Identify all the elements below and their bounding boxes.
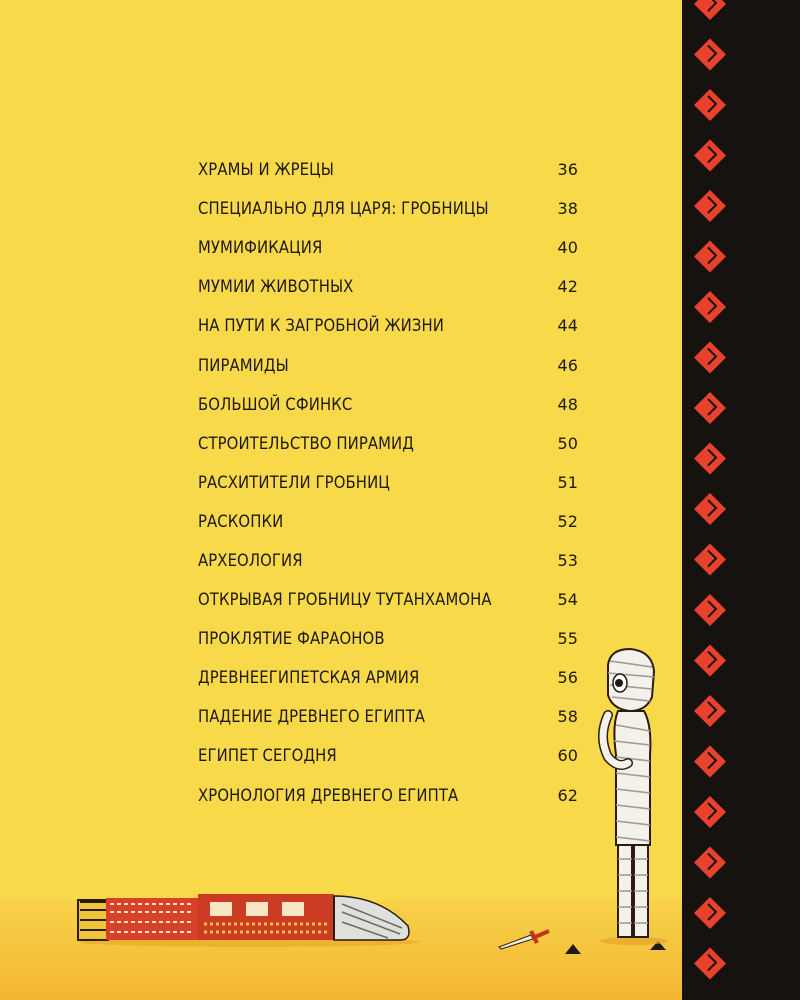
toc-entry-page: 42 bbox=[557, 277, 578, 297]
sarcophagus-illustration bbox=[70, 880, 430, 950]
toc-entry-page: 53 bbox=[557, 550, 578, 570]
toc-entry-title: МУМИФИКАЦИЯ bbox=[198, 238, 323, 258]
diamond-ornament bbox=[694, 544, 726, 576]
toc-entry-title: ПИРАМИДЫ bbox=[198, 355, 289, 375]
diamond-ornament bbox=[694, 796, 726, 828]
toc-entry-page: 46 bbox=[557, 355, 578, 375]
toc-entry-page: 38 bbox=[557, 199, 578, 219]
toc-entry-page: 44 bbox=[557, 316, 578, 336]
diamond-ornament bbox=[694, 594, 726, 626]
toc-entry-title: ЕГИПЕТ СЕГОДНЯ bbox=[198, 746, 337, 766]
diamond-ornament bbox=[694, 342, 726, 374]
diamond-ornament bbox=[694, 443, 726, 475]
toc-entry-title: РАСХИТИТЕЛИ ГРОБНИЦ bbox=[198, 472, 390, 492]
toc-entry-page: 51 bbox=[557, 472, 578, 492]
diamond-ornament bbox=[694, 39, 726, 71]
diamond-ornament bbox=[694, 140, 726, 172]
toc-entry-title: РАСКОПКИ bbox=[198, 511, 284, 531]
toc-entry-title: МУМИИ ЖИВОТНЫХ bbox=[198, 277, 354, 297]
diamond-ornament bbox=[694, 645, 726, 677]
toc-entry-page: 60 bbox=[557, 746, 578, 766]
toc-entry[interactable] bbox=[198, 619, 578, 658]
decorative-border bbox=[682, 0, 800, 1000]
toc-entry[interactable] bbox=[198, 345, 578, 384]
diamond-ornament bbox=[694, 493, 726, 525]
table-of-contents bbox=[198, 150, 578, 815]
toc-entry-page: 54 bbox=[557, 590, 578, 610]
toc-entry-title: БОЛЬШОЙ СФИНКС bbox=[198, 394, 353, 414]
toc-entry-title: НА ПУТИ К ЗАГРОБНОЙ ЖИЗНИ bbox=[198, 316, 444, 336]
toc-entry[interactable] bbox=[198, 228, 578, 267]
toc-entry-title: ОТКРЫВАЯ ГРОБНИЦУ ТУТАНХАМОНА bbox=[198, 590, 492, 610]
diamond-ornament-column bbox=[682, 0, 800, 1000]
toc-entry-page: 40 bbox=[557, 238, 578, 258]
toc-entry-page: 62 bbox=[557, 785, 578, 805]
diamond-ornament bbox=[694, 392, 726, 424]
toc-entry[interactable] bbox=[198, 580, 578, 619]
toc-entry[interactable] bbox=[198, 385, 578, 424]
diamond-ornament bbox=[694, 89, 726, 121]
diamond-ornament bbox=[694, 746, 726, 778]
toc-entry-page: 55 bbox=[557, 629, 578, 649]
toc-entry-title: ПРОКЛЯТИЕ ФАРАОНОВ bbox=[198, 629, 385, 649]
toc-entry[interactable] bbox=[198, 267, 578, 306]
toc-entry-title: АРХЕОЛОГИЯ bbox=[198, 550, 303, 570]
toc-entry[interactable] bbox=[198, 150, 578, 189]
toc-entry-page: 58 bbox=[557, 707, 578, 727]
toc-entry[interactable] bbox=[198, 306, 578, 345]
toc-entry-page: 56 bbox=[557, 668, 578, 688]
toc-entry[interactable] bbox=[198, 502, 578, 541]
mummy-illustration bbox=[594, 645, 674, 945]
toc-entry-page: 50 bbox=[557, 433, 578, 453]
toc-entry-title: ХРАМЫ И ЖРЕЦЫ bbox=[198, 160, 334, 180]
diamond-ornament bbox=[694, 695, 726, 727]
diamond-ornament bbox=[694, 241, 726, 273]
diamond-ornament bbox=[694, 291, 726, 323]
toc-entry-page: 36 bbox=[557, 160, 578, 180]
diamond-ornament bbox=[694, 847, 726, 879]
toc-entry-title: СТРОИТЕЛЬСТВО ПИРАМИД bbox=[198, 433, 414, 453]
diamond-ornament bbox=[694, 948, 726, 980]
diamond-ornament bbox=[694, 190, 726, 222]
toc-entry[interactable] bbox=[198, 658, 578, 697]
toc-entry[interactable] bbox=[198, 424, 578, 463]
toc-entry-title: ПАДЕНИЕ ДРЕВНЕГО ЕГИПТА bbox=[198, 707, 425, 727]
toc-entry-page: 48 bbox=[557, 394, 578, 414]
toc-entry-title: ХРОНОЛОГИЯ ДРЕВНЕГО ЕГИПТА bbox=[198, 785, 459, 805]
dagger-icon bbox=[495, 925, 555, 955]
toc-entry[interactable] bbox=[198, 541, 578, 580]
toc-entry[interactable] bbox=[198, 463, 578, 502]
toc-entry-page: 52 bbox=[557, 511, 578, 531]
diamond-ornament bbox=[694, 897, 726, 929]
toc-entry-title: СПЕЦИАЛЬНО ДЛЯ ЦАРЯ: ГРОБНИЦЫ bbox=[198, 199, 489, 219]
pebble-icon bbox=[563, 942, 583, 956]
toc-entry[interactable] bbox=[198, 697, 578, 736]
toc-entry-title: ДРЕВНЕЕГИПЕТСКАЯ АРМИЯ bbox=[198, 668, 420, 688]
toc-entry[interactable] bbox=[198, 776, 578, 815]
toc-entry[interactable] bbox=[198, 736, 578, 775]
toc-entry[interactable] bbox=[198, 189, 578, 228]
